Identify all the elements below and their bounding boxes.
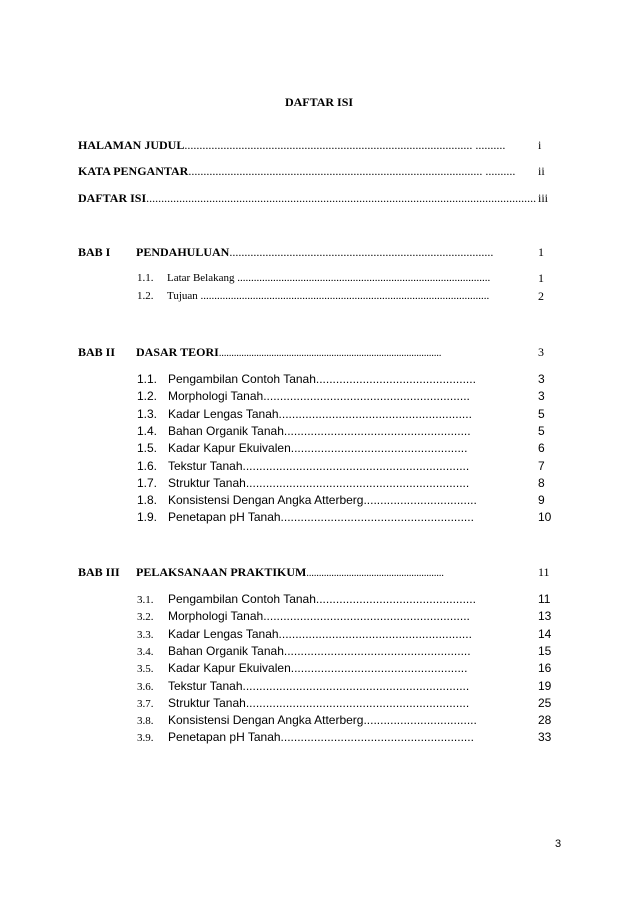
toc-page: 3 [538,345,544,359]
sub-text: Bahan Organik Tanah [168,643,284,658]
toc-subentry [137,423,505,439]
toc-page: 25 [538,695,552,710]
sub-number: 3.5. [137,663,154,676]
toc-subentry [137,371,505,387]
toc-entry-kata-pengantar [78,163,528,179]
toc-page: 8 [538,475,545,490]
toc-leader: .................................................................................................................................. [146,191,537,205]
toc-page: 5 [538,423,545,438]
sub-number: 1.6. [137,458,158,473]
toc-subentry [137,608,505,624]
sub-number: 3.7. [137,697,154,710]
toc-leader: .................................. [363,493,477,508]
toc-page: 28 [538,713,552,728]
toc-page: iii [538,191,549,205]
toc-leader: .................................................................................................. .......... [188,164,516,178]
toc-leader: ..................................................... [290,661,468,676]
sub-text: Pengambilan Contoh Tanah [168,592,316,606]
page-title: DAFTAR ISI [284,95,354,109]
sub-number: 1.4. [137,423,158,438]
bab-title [136,344,498,360]
toc-subentry [137,678,505,694]
sub-number: 3.6. [137,680,154,693]
toc-label: DAFTAR ISI [78,191,147,205]
bab-number: BAB II [78,345,116,359]
toc-leader: ................................................................... [245,695,470,710]
sub-text: Tekstur Tanah [168,458,243,473]
toc-leader: ..................................................... [290,441,468,456]
toc-leader: .............................................................. [263,609,470,624]
sub-number: 1.3. [137,406,158,421]
sub-text: Penetapan pH Tanah [168,730,281,745]
toc-leader: .......................................................... [280,510,474,525]
toc-leader: .......................................................... [278,406,472,421]
toc-leader: ........................................................................................ [229,245,494,259]
toc-entry-halaman-judul [78,137,528,153]
page-number: 3 [555,838,562,850]
toc-page: 10 [538,510,552,525]
sub-number: 1.9. [137,510,158,525]
toc-subentry [137,591,505,607]
sub-text: Penetapan pH Tanah [168,510,281,525]
toc-leader: ....................................................... [306,568,444,579]
sub-text: Morphologi Tanah [168,609,264,624]
sub-text: Konsistensi Dengan Angka Atterberg [168,713,364,728]
sub-text: Konsistensi Dengan Angka Atterberg [168,493,364,508]
toc-leader: ................................................................... [245,475,470,490]
sub-number: 3.8. [137,715,154,728]
toc-subentry [137,288,503,304]
toc-leader: ................................................ [315,592,476,606]
bab-number: BAB III [78,565,120,579]
sub-number: 1.2. [137,290,154,302]
toc-leader: .................................................................... [242,458,470,473]
bab-title-text: PENDAHULUAN [136,245,230,259]
sub-text: Tujuan [167,290,198,302]
toc-page: 11 [538,592,551,606]
toc-page: 33 [538,730,552,745]
sub-number: 3.1. [137,594,154,606]
sub-text: Struktur Tanah [168,475,246,490]
toc-page: 5 [538,406,545,421]
sub-number: 3.9. [137,732,154,745]
sub-text: Tekstur Tanah [168,678,243,693]
toc-page: 7 [538,458,545,473]
toc-page: 3 [538,372,545,386]
toc-leader: ......................................................................................................... [197,290,490,302]
toc-subentry [137,729,505,745]
toc-subentry [137,406,505,422]
toc-page: i [538,138,542,152]
toc-subentry [137,492,505,508]
sub-number: 3.4. [137,645,154,658]
toc-subentry [137,458,505,474]
sub-text: Kadar Kapur Ekuivalen [168,661,291,676]
toc-page: ii [538,164,545,178]
toc-subentry [137,643,505,659]
toc-subentry [137,660,505,676]
toc-leader: .................................. [363,713,477,728]
toc-leader: .............................................................. [263,389,470,404]
toc-leader: ........................................................ [283,423,471,438]
bab-title [136,564,498,580]
toc-page: 6 [538,441,545,456]
sub-number: 1.1. [137,372,158,386]
toc-label: HALAMAN JUDUL [78,138,185,152]
toc-leader: ............................................................................................ [234,272,491,284]
sub-text: Kadar Lengas Tanah [168,626,279,641]
toc-subentry [137,509,505,525]
toc-leader: ........................................................ [283,643,471,658]
sub-number: 3.3. [137,628,154,641]
toc-leader: ................................................................................................ .......... [184,138,506,152]
toc-page: 11 [538,565,550,579]
toc-page: 2 [538,289,544,303]
sub-text: Latar Belakang [167,272,235,284]
bab-title-text: PELAKSANAAN PRAKTIKUM [136,565,307,579]
toc-subentry [137,270,505,286]
toc-page: 16 [538,661,552,676]
sub-text: Kadar Lengas Tanah [168,406,279,421]
sub-number: 1.2. [137,389,158,404]
toc-leader: ......................................................................................... [218,348,442,359]
sub-number: 1.8. [137,493,158,508]
sub-text: Bahan Organik Tanah [168,423,284,438]
sub-text: Kadar Kapur Ekuivalen [168,441,291,456]
toc-page: 14 [538,626,552,641]
bab-number: BAB I [78,245,111,259]
toc-subentry [137,695,505,711]
toc-page: 1 [538,271,544,285]
toc-page: 3 [538,389,545,404]
toc-leader: .......................................................... [278,626,472,641]
toc-page: 13 [538,609,552,624]
sub-text: Struktur Tanah [168,695,246,710]
sub-number: 1.7. [137,475,158,490]
toc-subentry [137,475,505,491]
toc-page: 9 [538,493,545,508]
toc-subentry [137,626,505,642]
toc-leader: .......................................................... [280,730,474,745]
toc-subentry [137,712,505,728]
toc-page: 1 [538,245,544,259]
toc-leader: ................................................ [315,372,476,386]
toc-page: 19 [538,678,552,693]
toc-leader: .................................................................... [242,678,470,693]
toc-subentry [137,440,505,456]
toc-page: 15 [538,643,552,658]
sub-number: 1.5. [137,441,158,456]
sub-text: Morphologi Tanah [168,389,264,404]
toc-label: KATA PENGANTAR [78,164,189,178]
bab-title [136,244,506,260]
sub-text: Pengambilan Contoh Tanah [168,372,316,386]
toc-subentry [137,388,505,404]
bab-title-text: DASAR TEORI [136,345,219,359]
sub-number: 3.2. [137,611,154,624]
toc-entry-daftar-isi [78,190,537,206]
sub-number: 1.1. [137,272,154,284]
